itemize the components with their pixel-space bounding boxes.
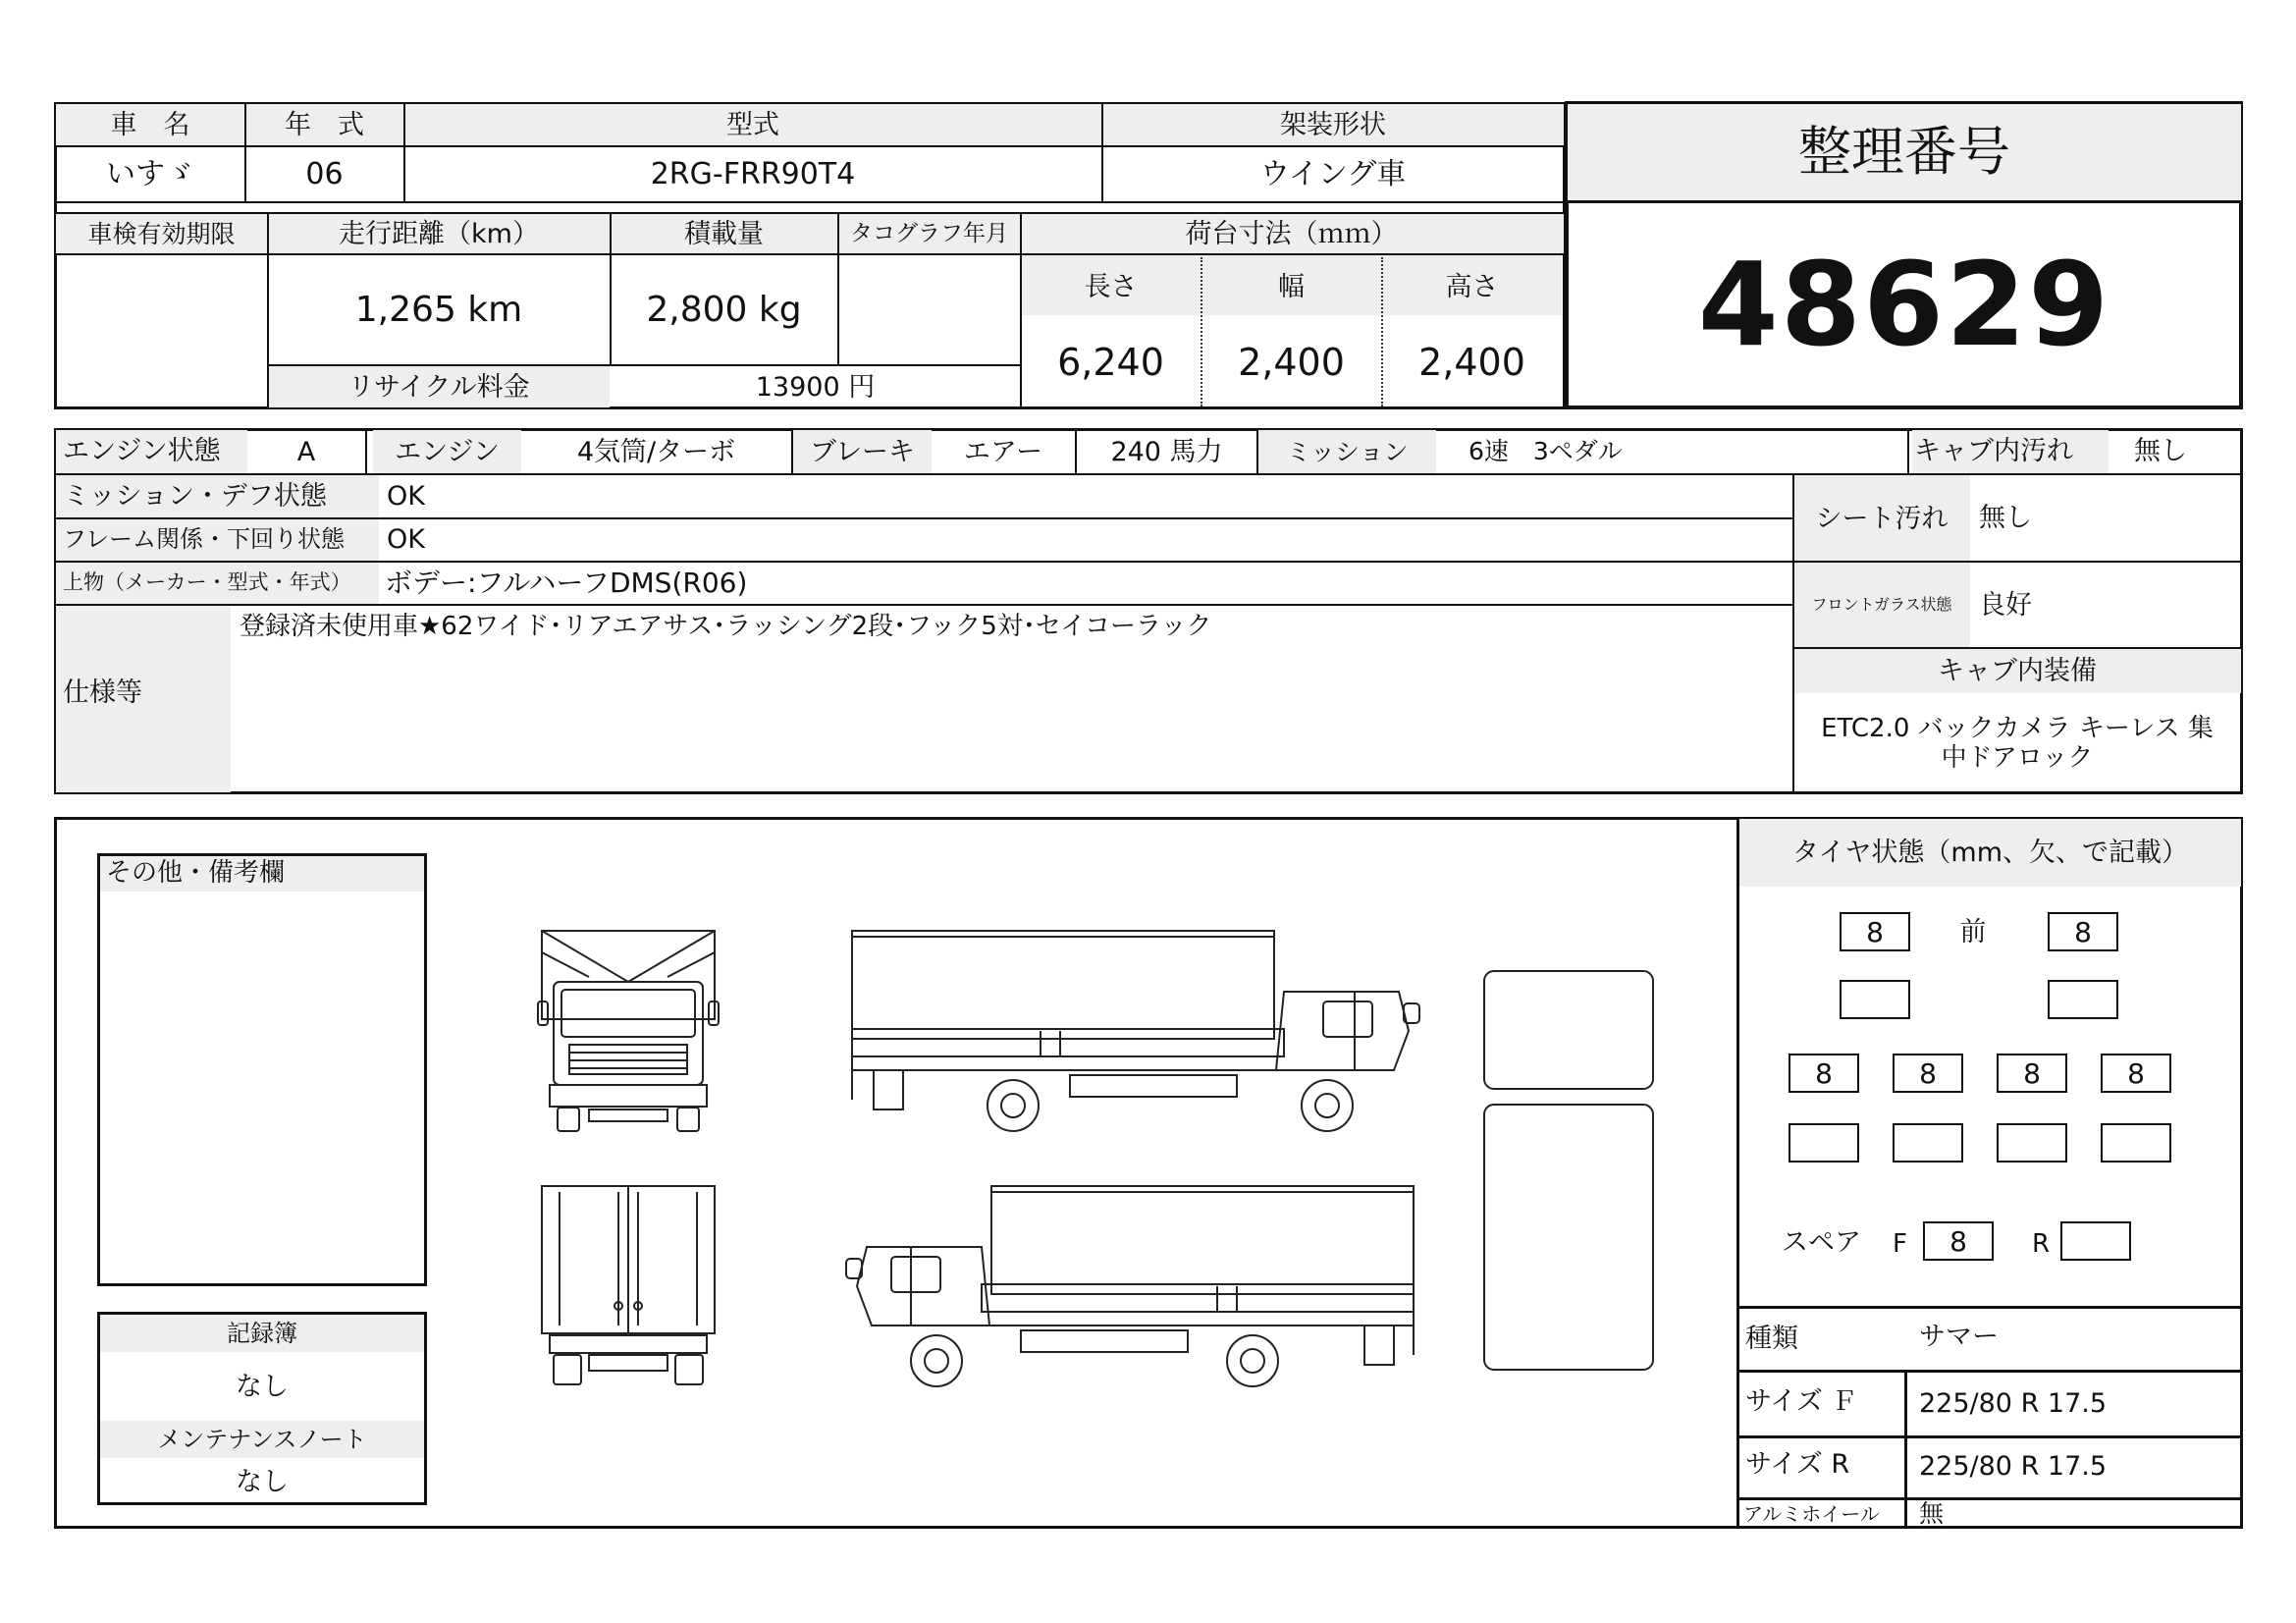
windshield-value: 良好 bbox=[1979, 590, 2032, 621]
tire-front-right-empty bbox=[2048, 980, 2118, 1019]
cargo-width-label: 幅 bbox=[1278, 271, 1305, 302]
spare-f-label: F bbox=[1893, 1229, 1907, 1259]
tire-front-right: 8 bbox=[2048, 912, 2118, 951]
tire-type-value: サマー bbox=[1919, 1322, 1999, 1352]
tire-rear-3-empty bbox=[1997, 1123, 2067, 1163]
cab-equipment-line1: ETC2.0 バックカメラ キーレス 集 bbox=[1821, 714, 2214, 743]
horsepower-value: 240 馬力 bbox=[1110, 436, 1223, 467]
capacity-label: 積載量 bbox=[684, 219, 764, 249]
recycle-label: リサイクル料金 bbox=[347, 371, 530, 403]
tire-size-r-value: 225/80 R 17.5 bbox=[1919, 1451, 2108, 1482]
capacity-value: 2,800 kg bbox=[646, 289, 802, 330]
cab-equipment-line2: 中ドアロック bbox=[1941, 743, 2094, 773]
brake-label: ブレーキ bbox=[810, 436, 915, 467]
tire-front-left: 8 bbox=[1840, 912, 1910, 951]
truck-side-view-right bbox=[844, 1178, 1433, 1394]
seat-dirt-value: 無し bbox=[1979, 503, 2032, 533]
mission-diff-value: OK bbox=[387, 481, 425, 512]
model-value: 2RG-FRR90T4 bbox=[650, 156, 856, 191]
tire-size-r-label: サイズ R bbox=[1745, 1449, 1850, 1480]
maintenance-label: メンテナンスノート bbox=[157, 1426, 367, 1453]
tire-rear-4-empty bbox=[2101, 1123, 2171, 1163]
spare-f-value: 8 bbox=[1923, 1221, 1994, 1261]
aluminum-wheel-value: 無 bbox=[1919, 1499, 1945, 1528]
cargo-height-value: 2,400 bbox=[1418, 341, 1525, 384]
mileage-value: 1,265 km bbox=[354, 289, 523, 330]
body-label: 上物（メーカー・型式・年式） bbox=[63, 570, 351, 594]
tire-rear-2-empty bbox=[1893, 1123, 1963, 1163]
engine-state-value: A bbox=[296, 436, 316, 467]
body-type-value: ウイング車 bbox=[1259, 156, 1407, 191]
cargo-dimensions-label: 荷台寸法（ｍｍ） bbox=[1185, 219, 1398, 249]
cab-dirt-label: キャブ内汚れ bbox=[1914, 436, 2073, 466]
remarks-label: その他・備考欄 bbox=[106, 858, 286, 888]
truck-side-view-left bbox=[844, 923, 1433, 1139]
tachograph-label: タコグラフ年月 bbox=[850, 221, 1008, 246]
record-label: 記録簿 bbox=[227, 1320, 297, 1347]
inspection-label: 車検有効期限 bbox=[87, 220, 236, 248]
spec-label: 仕様等 bbox=[63, 677, 142, 708]
reference-number-label: 整理番号 bbox=[1798, 121, 2010, 183]
engine-value: 4気筒/ターボ bbox=[576, 436, 736, 467]
truck-front-view bbox=[530, 923, 726, 1139]
tire-rear-1-empty bbox=[1789, 1123, 1859, 1163]
tire-front-left-empty bbox=[1840, 980, 1910, 1019]
tire-title: タイヤ状態（mm、欠、で記載） bbox=[1791, 838, 2189, 868]
model-label: 型式 bbox=[726, 110, 779, 140]
seat-dirt-label: シート汚れ bbox=[1815, 503, 1949, 534]
cargo-length-label: 長さ bbox=[1084, 271, 1138, 302]
maintenance-value: なし bbox=[236, 1466, 289, 1497]
car-name-label: 車 名 bbox=[110, 110, 190, 140]
aluminum-wheel-label: アルミホイール bbox=[1743, 1502, 1880, 1526]
mission-label: ミッション bbox=[1286, 437, 1409, 466]
cab-equipment-label: キャブ内装備 bbox=[1938, 655, 2097, 686]
record-value: なし bbox=[236, 1371, 289, 1402]
brake-value: エアー bbox=[963, 436, 1043, 467]
tire-type-label: 種類 bbox=[1745, 1324, 1798, 1354]
spare-r-label: R bbox=[2032, 1229, 2051, 1259]
cargo-length-value: 6,240 bbox=[1057, 341, 1164, 384]
cargo-width-value: 2,400 bbox=[1238, 341, 1345, 384]
frame-label: フレーム関係・下回り状態 bbox=[63, 525, 346, 553]
tire-rear-4: 8 bbox=[2101, 1054, 2171, 1093]
mission-value: 6速 3ペダル bbox=[1468, 437, 1623, 465]
tire-rear-1: 8 bbox=[1789, 1054, 1859, 1093]
tire-size-f-value: 225/80 R 17.5 bbox=[1919, 1388, 2108, 1419]
inspection-value bbox=[56, 255, 267, 407]
spec-value: 登録済未使用車★62ワイド･リアエアサス･ラッシング2段･フック5対･セイコーラック bbox=[240, 612, 1212, 641]
reference-number: 48629 bbox=[1697, 237, 2111, 372]
tire-rear-2: 8 bbox=[1893, 1054, 1963, 1093]
remarks-box bbox=[97, 853, 427, 1286]
year-label: 年 式 bbox=[285, 110, 364, 140]
frame-value: OK bbox=[387, 524, 425, 555]
tire-size-f-label: サイズ Ｆ bbox=[1745, 1386, 1858, 1417]
spare-label: スペア bbox=[1782, 1227, 1861, 1258]
engine-state-label: エンジン状態 bbox=[63, 436, 221, 466]
year-value: 06 bbox=[305, 156, 344, 191]
tire-front-label: 前 bbox=[1959, 916, 1987, 947]
car-name-value: いすゞ bbox=[106, 156, 194, 191]
truck-rear-view bbox=[530, 1178, 726, 1394]
cargo-height-label: 高さ bbox=[1445, 271, 1499, 302]
recycle-value: 13900 円 bbox=[755, 371, 876, 403]
tire-rear-3: 8 bbox=[1997, 1054, 2067, 1093]
truck-top-view bbox=[1480, 967, 1657, 1380]
body-type-label: 架装形状 bbox=[1280, 110, 1386, 140]
cab-dirt-value: 無し bbox=[2134, 436, 2187, 466]
windshield-label: フロントガラス状態 bbox=[1811, 595, 1952, 614]
mileage-label: 走行距離（km） bbox=[339, 219, 539, 249]
mission-diff-label: ミッション・デフ状態 bbox=[63, 481, 327, 512]
tachograph-value bbox=[838, 255, 1020, 364]
engine-label: エンジン bbox=[395, 436, 500, 467]
spare-r-value bbox=[2060, 1221, 2131, 1261]
body-value: ボデー:フルハーフDMS(R06) bbox=[385, 567, 748, 599]
